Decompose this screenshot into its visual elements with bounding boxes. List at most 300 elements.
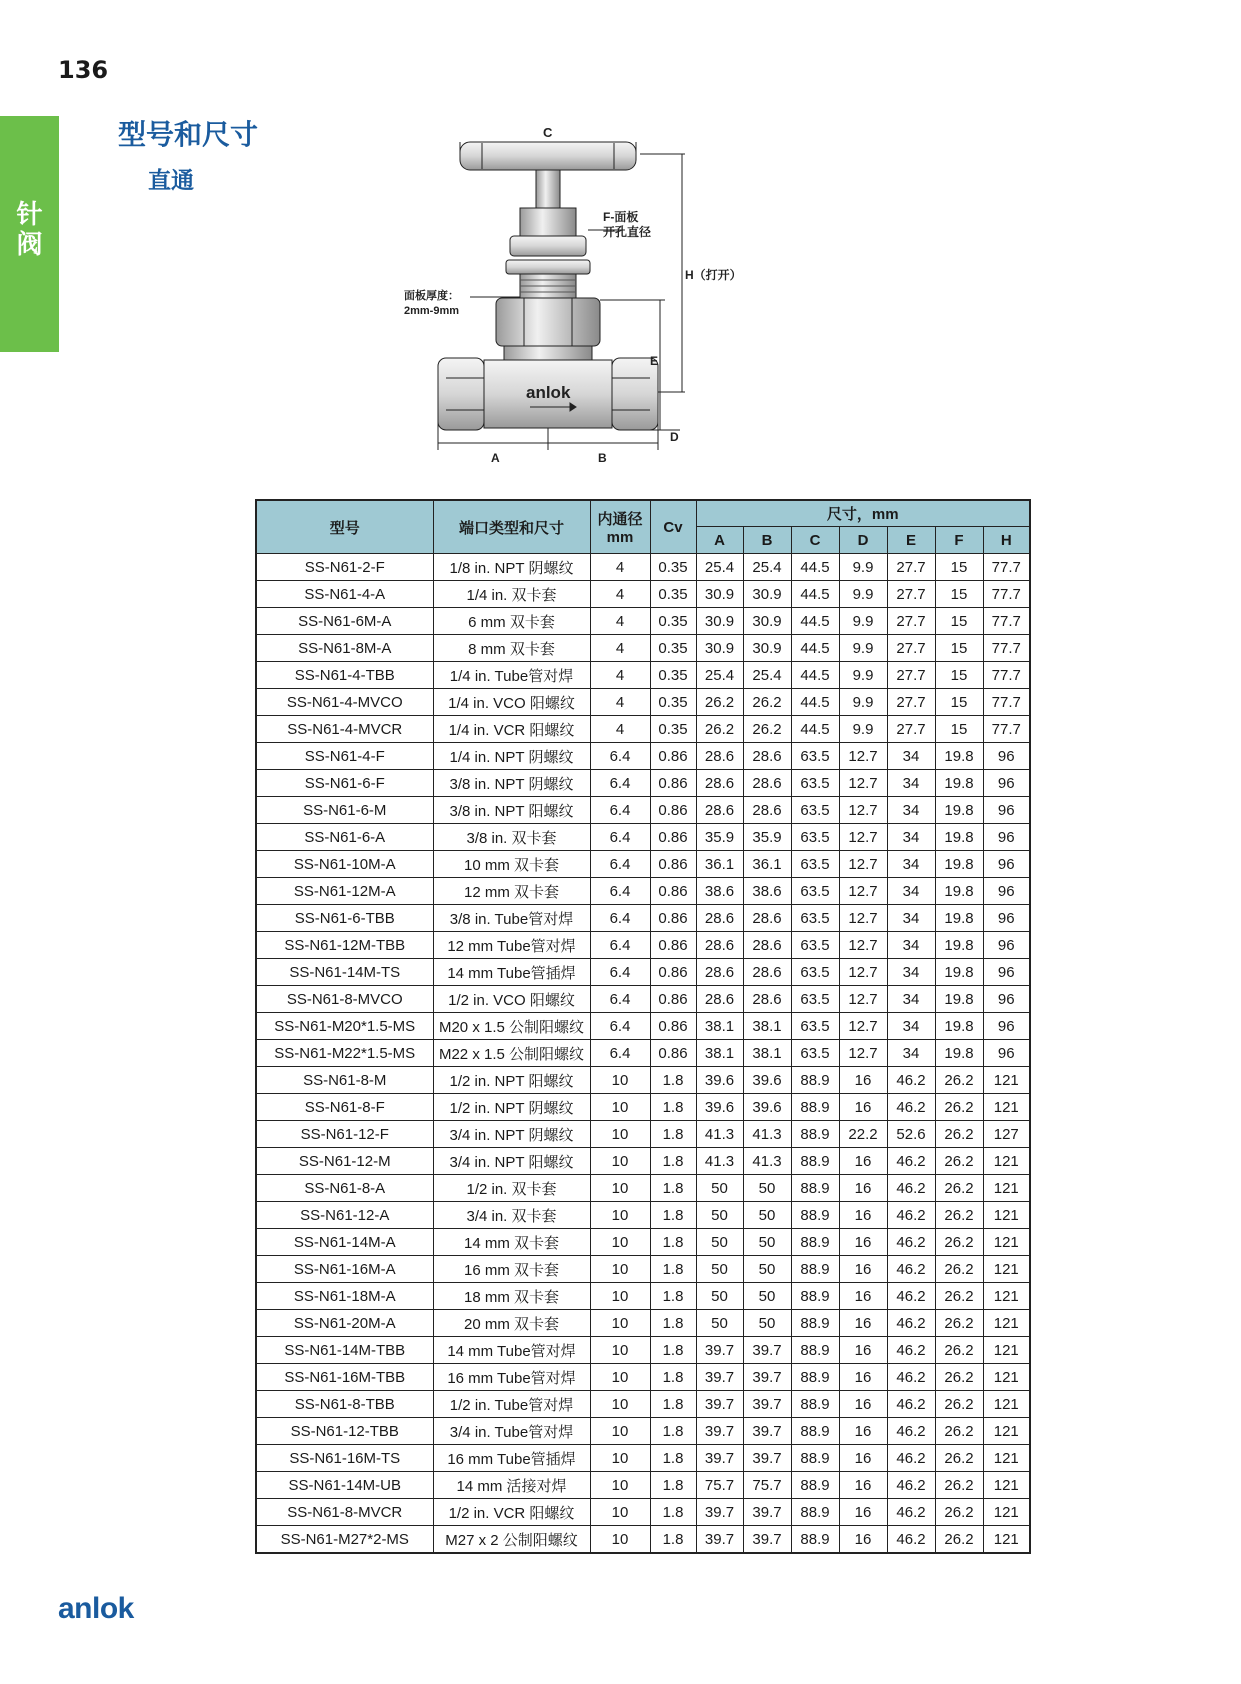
table-cell: SS-N61-6-F — [256, 770, 433, 797]
table-cell: 39.6 — [696, 1067, 743, 1094]
table-cell: 39.7 — [696, 1445, 743, 1472]
table-cell: 1.8 — [650, 1526, 696, 1554]
diagram-label-f-1: F-面板 — [603, 210, 639, 224]
table-cell: 18 mm 双卡套 — [433, 1283, 590, 1310]
table-cell: 39.7 — [696, 1526, 743, 1554]
table-cell: 34 — [887, 932, 935, 959]
table-cell: 27.7 — [887, 581, 935, 608]
header-dim-f: F — [935, 527, 983, 554]
table-cell: 0.35 — [650, 554, 696, 581]
table-cell: 63.5 — [791, 824, 839, 851]
table-cell: 20 mm 双卡套 — [433, 1310, 590, 1337]
table-cell: 39.7 — [743, 1391, 791, 1418]
table-cell: SS-N61-14M-UB — [256, 1472, 433, 1499]
table-cell: 44.5 — [791, 662, 839, 689]
table-cell: 75.7 — [696, 1472, 743, 1499]
table-cell: 6.4 — [590, 878, 650, 905]
table-cell: 28.6 — [696, 743, 743, 770]
table-cell: 26.2 — [696, 689, 743, 716]
table-cell: SS-N61-8-F — [256, 1094, 433, 1121]
table-cell: 26.2 — [935, 1067, 983, 1094]
table-cell: 26.2 — [935, 1391, 983, 1418]
table-cell: 41.3 — [743, 1121, 791, 1148]
table-cell: 0.86 — [650, 1040, 696, 1067]
table-cell: 34 — [887, 959, 935, 986]
table-cell: 4 — [590, 716, 650, 743]
table-cell: 16 — [839, 1229, 887, 1256]
table-cell: 0.35 — [650, 635, 696, 662]
table-cell: 1/4 in. VCO 阳螺纹 — [433, 689, 590, 716]
table-cell: 6.4 — [590, 959, 650, 986]
table-cell: 28.6 — [696, 986, 743, 1013]
table-cell: SS-N61-10M-A — [256, 851, 433, 878]
valve-diagram — [400, 120, 830, 482]
table-cell: 15 — [935, 554, 983, 581]
table-cell: 34 — [887, 824, 935, 851]
table-cell: 46.2 — [887, 1418, 935, 1445]
table-cell: 88.9 — [791, 1526, 839, 1554]
table-cell: 15 — [935, 662, 983, 689]
table-cell: 34 — [887, 986, 935, 1013]
table-row — [256, 1337, 1030, 1364]
header-dims: 尺寸，mm — [696, 500, 1030, 527]
table-cell: 15 — [935, 716, 983, 743]
table-cell: SS-N61-8-MVCR — [256, 1499, 433, 1526]
table-row — [256, 824, 1030, 851]
table-cell: 46.2 — [887, 1148, 935, 1175]
table-cell: 10 — [590, 1256, 650, 1283]
table-cell: 28.6 — [696, 932, 743, 959]
table-cell: 39.7 — [696, 1337, 743, 1364]
table-cell: 44.5 — [791, 635, 839, 662]
table-cell: 28.6 — [696, 959, 743, 986]
table-cell: 3/4 in. NPT 阴螺纹 — [433, 1121, 590, 1148]
table-cell: 16 mm Tube管插焊 — [433, 1445, 590, 1472]
table-cell: 0.35 — [650, 716, 696, 743]
table-cell: 10 — [590, 1364, 650, 1391]
table-cell: 121 — [983, 1499, 1030, 1526]
table-cell: 88.9 — [791, 1067, 839, 1094]
table-cell: 1.8 — [650, 1283, 696, 1310]
table-cell: 50 — [743, 1202, 791, 1229]
table-cell: 34 — [887, 851, 935, 878]
table-row — [256, 1364, 1030, 1391]
diagram-label-c: C — [543, 125, 553, 140]
table-cell: 35.9 — [743, 824, 791, 851]
table-cell: 46.2 — [887, 1094, 935, 1121]
table-cell: 4 — [590, 689, 650, 716]
table-cell: 19.8 — [935, 986, 983, 1013]
table-cell: 3/8 in. NPT 阳螺纹 — [433, 797, 590, 824]
table-cell: 10 — [590, 1148, 650, 1175]
table-cell: 26.2 — [743, 716, 791, 743]
table-cell: 50 — [743, 1175, 791, 1202]
table-cell: 0.35 — [650, 581, 696, 608]
model-dimension-table — [255, 499, 1031, 1554]
table-cell: 14 mm Tube管插焊 — [433, 959, 590, 986]
table-cell: 1.8 — [650, 1499, 696, 1526]
table-cell: 1.8 — [650, 1256, 696, 1283]
table-cell: SS-N61-4-MVCO — [256, 689, 433, 716]
table-cell: 88.9 — [791, 1310, 839, 1337]
table-cell: 1/4 in. 双卡套 — [433, 581, 590, 608]
table-cell: 12.7 — [839, 878, 887, 905]
table-cell: 63.5 — [791, 770, 839, 797]
table-cell: 36.1 — [696, 851, 743, 878]
table-cell: 63.5 — [791, 905, 839, 932]
table-row — [256, 635, 1030, 662]
side-tab-char-2: 阀 — [16, 230, 43, 260]
table-row — [256, 1121, 1030, 1148]
table-cell: 44.5 — [791, 581, 839, 608]
table-cell: SS-N61-14M-TS — [256, 959, 433, 986]
diagram-label-d: D — [670, 430, 679, 444]
table-cell: 121 — [983, 1418, 1030, 1445]
table-cell: 0.86 — [650, 932, 696, 959]
table-cell: 39.7 — [743, 1418, 791, 1445]
table-cell: 1.8 — [650, 1337, 696, 1364]
table-cell: 1.8 — [650, 1310, 696, 1337]
table-cell: 50 — [743, 1229, 791, 1256]
table-cell: 14 mm Tube管对焊 — [433, 1337, 590, 1364]
table-cell: 16 — [839, 1202, 887, 1229]
table-cell: 34 — [887, 797, 935, 824]
table-cell: 46.2 — [887, 1337, 935, 1364]
table-cell: 10 — [590, 1229, 650, 1256]
table-cell: 1/2 in. Tube管对焊 — [433, 1391, 590, 1418]
table-cell: M27 x 2 公制阳螺纹 — [433, 1526, 590, 1554]
table-cell: 96 — [983, 878, 1030, 905]
section-subtitle: 直通 — [148, 168, 194, 194]
table-cell: 50 — [696, 1310, 743, 1337]
table-cell: 121 — [983, 1175, 1030, 1202]
table-cell: SS-N61-8M-A — [256, 635, 433, 662]
table-cell: 39.7 — [696, 1418, 743, 1445]
table-cell: 26.2 — [935, 1094, 983, 1121]
table-cell: 96 — [983, 1013, 1030, 1040]
table-cell: 19.8 — [935, 797, 983, 824]
table-cell: 16 — [839, 1148, 887, 1175]
table-cell: 25.4 — [696, 554, 743, 581]
table-cell: 0.35 — [650, 608, 696, 635]
table-row — [256, 1391, 1030, 1418]
table-cell: 88.9 — [791, 1391, 839, 1418]
table-cell: SS-N61-2-F — [256, 554, 433, 581]
table-cell: 0.86 — [650, 770, 696, 797]
table-cell: 27.7 — [887, 608, 935, 635]
table-cell: SS-N61-M27*2-MS — [256, 1526, 433, 1554]
table-cell: 26.2 — [935, 1472, 983, 1499]
side-tab-char-1: 针 — [16, 200, 43, 230]
table-cell: 3/8 in. NPT 阴螺纹 — [433, 770, 590, 797]
table-cell: 27.7 — [887, 662, 935, 689]
table-cell: 77.7 — [983, 689, 1030, 716]
table-cell: 50 — [743, 1256, 791, 1283]
table-cell: 121 — [983, 1310, 1030, 1337]
table-cell: 19.8 — [935, 770, 983, 797]
table-cell: 10 — [590, 1418, 650, 1445]
table-cell: 26.2 — [696, 716, 743, 743]
table-cell: 39.7 — [696, 1499, 743, 1526]
table-cell: 77.7 — [983, 608, 1030, 635]
table-cell: 39.7 — [743, 1499, 791, 1526]
table-row — [256, 581, 1030, 608]
header-dim-d: D — [839, 527, 887, 554]
table-row — [256, 1283, 1030, 1310]
table-cell: 16 — [839, 1364, 887, 1391]
table-row — [256, 959, 1030, 986]
table-cell: 19.8 — [935, 878, 983, 905]
table-cell: 121 — [983, 1364, 1030, 1391]
table-cell: 30.9 — [696, 635, 743, 662]
table-cell: 88.9 — [791, 1121, 839, 1148]
table-cell: 25.4 — [743, 662, 791, 689]
table-cell: 96 — [983, 743, 1030, 770]
table-cell: 1.8 — [650, 1364, 696, 1391]
table-cell: 88.9 — [791, 1337, 839, 1364]
table-cell: 77.7 — [983, 716, 1030, 743]
table-row — [256, 689, 1030, 716]
table-row — [256, 1148, 1030, 1175]
table-cell: 96 — [983, 905, 1030, 932]
table-cell: 12 mm Tube管对焊 — [433, 932, 590, 959]
table-cell: 1/8 in. NPT 阴螺纹 — [433, 554, 590, 581]
table-cell: 1.8 — [650, 1391, 696, 1418]
table-row — [256, 1067, 1030, 1094]
diagram-body-logo: anlok — [526, 383, 571, 402]
table-cell: 50 — [696, 1283, 743, 1310]
table-cell: M22 x 1.5 公制阳螺纹 — [433, 1040, 590, 1067]
table-cell: 44.5 — [791, 608, 839, 635]
table-cell: 26.2 — [935, 1499, 983, 1526]
header-dim-a: A — [696, 527, 743, 554]
table-cell: SS-N61-12M-TBB — [256, 932, 433, 959]
table-cell: 46.2 — [887, 1526, 935, 1554]
table-cell: 3/8 in. 双卡套 — [433, 824, 590, 851]
table-cell: SS-N61-M20*1.5-MS — [256, 1013, 433, 1040]
table-cell: 63.5 — [791, 743, 839, 770]
table-cell: 10 — [590, 1391, 650, 1418]
table-cell: 36.1 — [743, 851, 791, 878]
table-cell: 50 — [743, 1310, 791, 1337]
table-cell: 26.2 — [935, 1337, 983, 1364]
table-cell: 121 — [983, 1472, 1030, 1499]
table-cell: 10 mm 双卡套 — [433, 851, 590, 878]
header-dim-h: H — [983, 527, 1030, 554]
header-bore-line-2: mm — [606, 529, 634, 546]
table-cell: 88.9 — [791, 1283, 839, 1310]
table-cell: 0.86 — [650, 851, 696, 878]
table-cell: M20 x 1.5 公制阳螺纹 — [433, 1013, 590, 1040]
table-row — [256, 608, 1030, 635]
table-row — [256, 1229, 1030, 1256]
table-cell: SS-N61-16M-A — [256, 1256, 433, 1283]
table-cell: SS-N61-12-A — [256, 1202, 433, 1229]
side-tab-label — [0, 200, 59, 260]
table-cell: 88.9 — [791, 1445, 839, 1472]
table-cell: 63.5 — [791, 851, 839, 878]
table-cell: 26.2 — [935, 1283, 983, 1310]
table-cell: SS-N61-12M-A — [256, 878, 433, 905]
table-cell: 4 — [590, 662, 650, 689]
table-cell: 6.4 — [590, 743, 650, 770]
table-cell: 88.9 — [791, 1256, 839, 1283]
table-cell: 26.2 — [935, 1445, 983, 1472]
table-cell: 12.7 — [839, 1040, 887, 1067]
table-cell: SS-N61-20M-A — [256, 1310, 433, 1337]
table-cell: 9.9 — [839, 608, 887, 635]
table-cell: 96 — [983, 959, 1030, 986]
table-cell: SS-N61-8-A — [256, 1175, 433, 1202]
table-cell: 77.7 — [983, 554, 1030, 581]
table-cell: 1.8 — [650, 1472, 696, 1499]
table-cell: 16 — [839, 1094, 887, 1121]
table-cell: 12.7 — [839, 851, 887, 878]
table-cell: 88.9 — [791, 1094, 839, 1121]
header-bore-line-1: 内通径 — [597, 511, 643, 528]
table-cell: 16 mm 双卡套 — [433, 1256, 590, 1283]
table-cell: 16 — [839, 1391, 887, 1418]
table-cell: 1.8 — [650, 1175, 696, 1202]
table-cell: 27.7 — [887, 716, 935, 743]
table-row — [256, 1094, 1030, 1121]
table-cell: SS-N61-6M-A — [256, 608, 433, 635]
table-cell: 46.2 — [887, 1472, 935, 1499]
table-row — [256, 986, 1030, 1013]
table-row — [256, 716, 1030, 743]
table-cell: 15 — [935, 635, 983, 662]
table-row — [256, 1040, 1030, 1067]
table-row — [256, 662, 1030, 689]
table-cell: 28.6 — [696, 770, 743, 797]
table-cell: 26.2 — [743, 689, 791, 716]
table-cell: 1.8 — [650, 1229, 696, 1256]
table-cell: 0.86 — [650, 905, 696, 932]
table-cell: 27.7 — [887, 689, 935, 716]
table-cell: 6.4 — [590, 1013, 650, 1040]
table-cell: 44.5 — [791, 689, 839, 716]
table-cell: 1/2 in. 双卡套 — [433, 1175, 590, 1202]
table-cell: 19.8 — [935, 851, 983, 878]
table-cell: 10 — [590, 1283, 650, 1310]
table-cell: 4 — [590, 608, 650, 635]
table-cell: 46.2 — [887, 1175, 935, 1202]
table-row — [256, 770, 1030, 797]
table-row — [256, 1499, 1030, 1526]
table-cell: 12.7 — [839, 1013, 887, 1040]
table-cell: 12.7 — [839, 932, 887, 959]
table-cell: 0.86 — [650, 743, 696, 770]
table-cell: 35.9 — [696, 824, 743, 851]
table-cell: 26.2 — [935, 1175, 983, 1202]
table-cell: SS-N61-6-A — [256, 824, 433, 851]
table-cell: 1/4 in. Tube管对焊 — [433, 662, 590, 689]
table-cell: 19.8 — [935, 1013, 983, 1040]
table-cell: 30.9 — [743, 608, 791, 635]
table-cell: 50 — [743, 1283, 791, 1310]
table-row — [256, 878, 1030, 905]
header-dim-c: C — [791, 527, 839, 554]
table-cell: 16 — [839, 1310, 887, 1337]
table-cell: 22.2 — [839, 1121, 887, 1148]
table-cell: 6.4 — [590, 824, 650, 851]
table-cell: 50 — [696, 1202, 743, 1229]
table-cell: SS-N61-6-M — [256, 797, 433, 824]
table-cell: 46.2 — [887, 1202, 935, 1229]
table-cell: 16 — [839, 1283, 887, 1310]
table-cell: 26.2 — [935, 1256, 983, 1283]
table-cell: 121 — [983, 1094, 1030, 1121]
table-cell: 25.4 — [743, 554, 791, 581]
table-cell: 30.9 — [743, 635, 791, 662]
table-cell: 46.2 — [887, 1229, 935, 1256]
table-cell: 1.8 — [650, 1148, 696, 1175]
table-cell: 6.4 — [590, 851, 650, 878]
table-row — [256, 851, 1030, 878]
header-dim-e: E — [887, 527, 935, 554]
diagram-label-panel-1: 面板厚度： — [404, 290, 459, 302]
table-cell: 16 — [839, 1067, 887, 1094]
table-cell: SS-N61-12-M — [256, 1148, 433, 1175]
table-cell: 19.8 — [935, 932, 983, 959]
table-cell: SS-N61-14M-A — [256, 1229, 433, 1256]
table-row — [256, 1445, 1030, 1472]
table-row — [256, 1175, 1030, 1202]
header-bore — [590, 500, 650, 554]
table-cell: 4 — [590, 581, 650, 608]
table-cell: 1.8 — [650, 1121, 696, 1148]
table-cell: SS-N61-8-M — [256, 1067, 433, 1094]
table-cell: 121 — [983, 1283, 1030, 1310]
page-number: 136 — [58, 56, 109, 84]
table-cell: 46.2 — [887, 1391, 935, 1418]
table-cell: 12.7 — [839, 986, 887, 1013]
diagram-label-panel-2: 2mm-9mm — [404, 305, 460, 317]
table-cell: 12.7 — [839, 824, 887, 851]
table-cell: 1.8 — [650, 1094, 696, 1121]
table-cell: 63.5 — [791, 797, 839, 824]
table-cell: 6 mm 双卡套 — [433, 608, 590, 635]
table-cell: 6.4 — [590, 797, 650, 824]
table-cell: 44.5 — [791, 554, 839, 581]
header-cv: Cv — [650, 500, 696, 554]
table-cell: 96 — [983, 986, 1030, 1013]
table-cell: 10 — [590, 1175, 650, 1202]
table-cell: 26.2 — [935, 1202, 983, 1229]
table-cell: 15 — [935, 581, 983, 608]
table-cell: 121 — [983, 1202, 1030, 1229]
table-cell: 28.6 — [743, 743, 791, 770]
table-cell: 12.7 — [839, 797, 887, 824]
table-cell: 1/2 in. VCO 阳螺纹 — [433, 986, 590, 1013]
table-row — [256, 1310, 1030, 1337]
table-cell: 77.7 — [983, 581, 1030, 608]
table-cell: 96 — [983, 824, 1030, 851]
table-cell: 30.9 — [696, 608, 743, 635]
table-cell: 34 — [887, 770, 935, 797]
table-cell: 46.2 — [887, 1499, 935, 1526]
table-cell: SS-N61-16M-TS — [256, 1445, 433, 1472]
table-cell: 16 — [839, 1256, 887, 1283]
table-cell: 28.6 — [696, 797, 743, 824]
table-cell: 88.9 — [791, 1418, 839, 1445]
table-cell: 34 — [887, 1040, 935, 1067]
table-cell: 44.5 — [791, 716, 839, 743]
table-cell: 3/4 in. NPT 阳螺纹 — [433, 1148, 590, 1175]
table-row — [256, 1256, 1030, 1283]
table-row — [256, 797, 1030, 824]
table-cell: 38.1 — [696, 1040, 743, 1067]
